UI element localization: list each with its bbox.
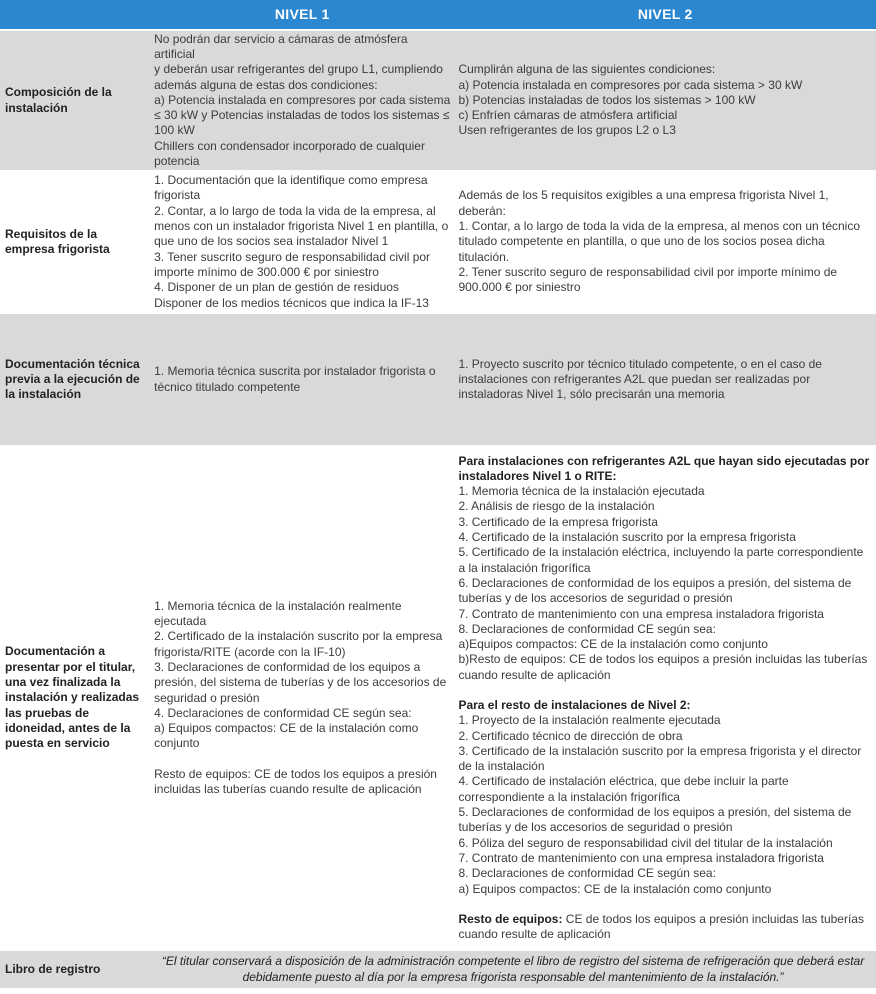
section-heading: instaladores Nivel 1 o RITE: (458, 468, 617, 483)
text-line (154, 752, 450, 767)
row-label: Documentación técnica previa a la ejecución de la instalación (0, 314, 150, 445)
header-nivel-2: NIVEL 2 (454, 0, 876, 29)
text-line: 4. Declaraciones de conformidad CE según sea: (154, 705, 412, 720)
text-line: 100 kW (154, 123, 195, 138)
text-line: cuando resulte de aplicación (458, 667, 611, 682)
text-line: 1. Proyecto suscrito por técnico titulado competente, o en el caso de (458, 356, 822, 371)
text-line: 2. Análisis de riesgo de la instalación (458, 499, 655, 514)
text-line: c) Enfríen cámaras de atmósfera artificial (458, 108, 678, 123)
spacer (458, 683, 872, 698)
text-line: titulado competente en plantilla, o que uno de los socios posea dicha (458, 234, 825, 249)
text-line: potencia (154, 154, 200, 169)
text-line: b)Resto de equipos: CE de todos los equipos a presión incluidas las tuberías (458, 652, 868, 667)
section-heading: Para el resto de instalaciones de Nivel 2: (458, 698, 691, 712)
nivel1-cell (150, 31, 454, 170)
row-documentacion-final (0, 447, 876, 949)
text-line: titulación. (458, 249, 510, 264)
text-line: cuando resulte de aplicación (458, 927, 611, 942)
nivel1-cell (150, 314, 454, 445)
text-line: 1. Contar, a lo largo de toda la vida de la empresa, al menos con un técnico (458, 219, 861, 234)
section-heading: Para instalaciones con refrigerantes A2L que hayan sido ejecutadas por (458, 453, 870, 468)
text-line: Chillers con condensador incorporado de cualquier (154, 138, 425, 153)
text-line: 8. Declaraciones de conformidad CE según sea: (458, 866, 716, 881)
text-line: 4. Certificado de instalación eléctrica, que debe incluir la parte (458, 774, 789, 789)
text-line: Usen refrigerantes de los grupos L2 o L3 (458, 123, 676, 138)
row-requisitos (0, 172, 876, 312)
quote-line: debidamente puesto al día por la empresa frigorista responsable del mantenimiento de la instalación.” (242, 969, 784, 984)
text-line: Resto de equipos: CE de todos los equipos a presión (154, 766, 437, 781)
text-line: 4. Disponer de un plan de gestión de residuos (154, 280, 399, 295)
text-line: de la instalación (458, 759, 545, 774)
text-line: frigorista/RITE (acorde con la IF-10) (154, 644, 346, 659)
text-line: tuberías y de los accesorios de seguridad o presión (458, 591, 733, 606)
text-line: a) Potencia instalada en compresores por cada sistema (154, 92, 451, 107)
row-label: Documentación a presentar por el titular, una vez finalizada la instalación y realizadas las pruebas de idoneidad, antes de la puesta en servicio (0, 447, 150, 949)
text-line: 2. Certificado de la instalación suscrito por la empresa (154, 629, 443, 644)
text-line: Disponer de los medios técnicos que indica la IF-13 (154, 295, 429, 310)
text-line: además alguna de estas dos condiciones: (154, 77, 378, 92)
text-line: incluidas las tuberías cuando resulte de aplicación (154, 781, 422, 796)
text-line: 6. Declaraciones de conformidad de los equipos a presión, del sistema de (458, 575, 852, 590)
text-line: Además de los 5 requisitos exigibles a una empresa frigorista Nivel 1, (458, 188, 829, 203)
quote-line: “El titular conservará a disposición de la administración competente el libro de registro del sistema de refrigeración que deberá estar (161, 954, 865, 969)
text-line: presión, del sistema de tuberías y de los accesorios de (154, 675, 447, 690)
text-line: 5. Certificado de la instalación eléctrica, incluyendo la parte correspondiente (458, 545, 864, 560)
text-line: No podrán dar servicio a cámaras de atmósfera artificial (154, 31, 408, 61)
text-line: 6. Póliza del seguro de responsabilidad civil del titular de la instalación (458, 835, 833, 850)
text-line: 2. Certificado técnico de dirección de obra (458, 728, 683, 743)
text-line: 1. Proyecto de la instalación realmente ejecutada (458, 713, 721, 728)
text-line: ejecutada (154, 614, 207, 629)
text-line: 3. Certificado de la instalación suscrito por la empresa frigorista y el director (458, 743, 862, 758)
bold-prefix: Resto de equipos: (458, 911, 563, 926)
text-line: 1. Documentación que la identifique como empresa (154, 173, 428, 188)
text-line: 1. Memoria técnica de la instalación ejecutada (458, 484, 705, 499)
text-line: frigorista (154, 188, 201, 203)
text-line: correspondiente a la instalación frigorífica (458, 789, 680, 804)
text-line: 4. Certificado de la instalación suscrito por la empresa frigorista (458, 530, 796, 545)
quote-cell (150, 951, 876, 988)
text-line: menos con un instalador frigorista Nivel 1 en plantilla, o (154, 219, 449, 234)
text-line: b) Potencias instaladas de todos los sistemas > 100 kW (458, 92, 756, 107)
row-label: Composición de la instalación (0, 31, 150, 170)
text-line: 5. Declaraciones de conformidad de los equipos a presión, del sistema de (458, 805, 852, 820)
text-line: a) Potencia instalada en compresores por cada sistema > 30 kW (458, 77, 803, 92)
text-line: 3. Certificado de la empresa frigorista (458, 514, 658, 529)
text-line: 1. Memoria técnica de la instalación realmente (154, 598, 402, 613)
nivel1-cell (150, 172, 454, 312)
row-label: Libro de registro (0, 951, 150, 988)
text-line (458, 912, 872, 927)
header-empty (0, 0, 150, 29)
nivel1-cell (150, 447, 454, 949)
row-documentacion-previa (0, 314, 876, 445)
text-line: a) Equipos compactos: CE de la instalación como (154, 721, 419, 736)
text-line: 900.000 € por siniestro (458, 280, 581, 295)
text-line: 8. Declaraciones de conformidad CE según sea: (458, 621, 716, 636)
row-libro-registro (0, 951, 876, 988)
spacer (458, 897, 872, 912)
text-line: Cumplirán alguna de las siguientes condiciones: (458, 62, 716, 77)
text-line: ≤ 30 kW y Potencias instaladas de todos los sistemas ≤ (154, 108, 450, 123)
text-line: que uno de los socios sea instalador Nivel 1 (154, 234, 389, 249)
row-composicion (0, 31, 876, 170)
header-row (0, 0, 876, 29)
nivel2-cell (454, 314, 876, 445)
text-line: tuberías y de los accesorios de seguridad o presión (458, 820, 733, 835)
text-line: 7. Contrato de mantenimiento con una empresa instaladora frigorista (458, 850, 824, 865)
nivel2-cell (454, 172, 876, 312)
nivel2-cell (454, 447, 876, 949)
text-line: 3. Declaraciones de conformidad de los equipos a (154, 659, 421, 674)
text-line: 2. Contar, a lo largo de toda la vida de la empresa, al (154, 203, 436, 218)
text-fragment: CE de todos los equipos a presión incluidas las tuberías (562, 911, 864, 926)
text-line: a)Equipos compactos: CE de la instalación como conjunto (458, 637, 768, 652)
row-label: Requisitos de la empresa frigorista (0, 172, 150, 312)
text-line: a la instalación frigorífica (458, 560, 591, 575)
text-line: 2. Tener suscrito seguro de responsabilidad civil por importe mínimo de (458, 264, 838, 279)
text-line: 7. Contrato de mantenimiento con una empresa instaladora frigorista (458, 606, 824, 621)
header-nivel-1: NIVEL 1 (150, 0, 454, 29)
text-line: 3. Tener suscrito seguro de responsabilidad civil por (154, 249, 431, 264)
nivel2-cell (454, 31, 876, 170)
text-line: 1. Memoria técnica suscrita por instalador frigorista o (154, 364, 436, 379)
text-line: instalaciones con refrigerantes A2L que puedan ser realizadas por (458, 371, 811, 386)
text-line: seguridad o presión (154, 690, 260, 705)
text-line: deberán: (458, 203, 506, 218)
text-line: conjunto (154, 736, 200, 751)
text-line: instaladoras Nivel 1, sólo precisarán una memoria (458, 387, 725, 402)
text-line: técnico titulado competente (154, 379, 301, 394)
text-line: y deberán usar refrigerantes del grupo L1, cumpliendo (154, 62, 443, 77)
text-line: a) Equipos compactos: CE de la instalación como conjunto (458, 881, 772, 896)
text-line: importe mínimo de 300.000 € por siniestro (154, 264, 379, 279)
